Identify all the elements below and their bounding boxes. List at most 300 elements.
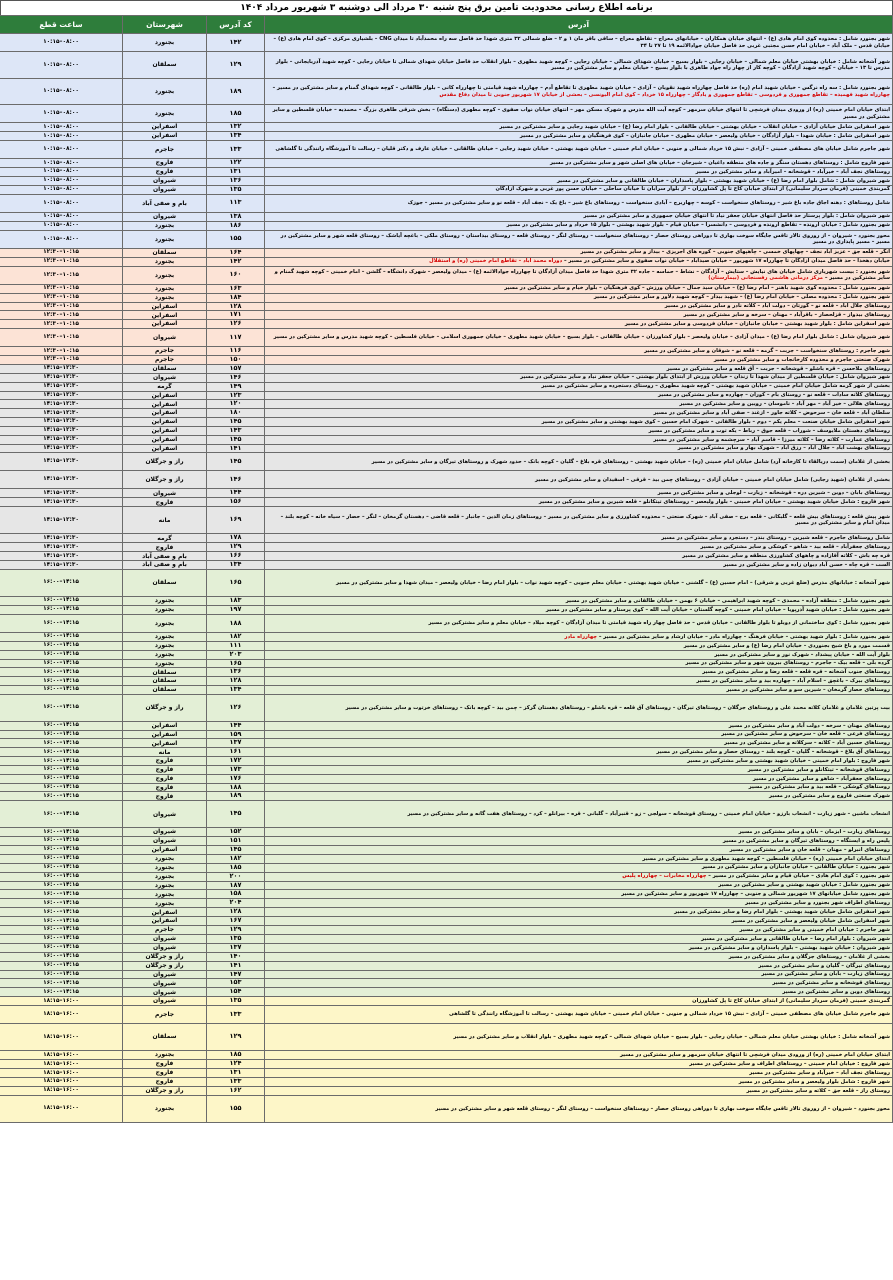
address-text: شهر شیروان شامل : شامل بلوار امام رضا (ع) – میدان آزادی – خیابان ولیعصر – بلوار کشاورزان – خیابان طالقانی – بلوار بسیج – خیابان شهید مطهری – خیابان جمهوری اسلامی – خیابان فلسطین – کوچه شهید مدرس و سایر مشترکین در مسیر — [273, 334, 890, 341]
row-time: ۱۴:۱۵–۱۶:۰۰ — [0, 854, 123, 863]
address-text: شهر اسفراین شامل خیابان صنعت – معلم یکم – دوم – بلوار طالقانی – شهرک امام حسین – کوی شهید بهشتی و سایر مشترکین در مسیر — [541, 418, 890, 425]
row-time: ۰۸:۰۰–۱۰:۱۵ — [0, 212, 123, 221]
row-city: سملقان — [123, 685, 207, 694]
table-row — [0, 159, 893, 168]
row-time: ۰۸:۰۰–۱۰:۱۵ — [0, 52, 123, 79]
row-time: ۱۴:۱۵–۱۶:۰۰ — [0, 872, 123, 881]
address-text: الست – قره چاه – حسن آباد دیوان زاده و سایر مشترکین در مسیر — [723, 561, 890, 568]
row-time: ۰۸:۰۰–۱۰:۱۵ — [0, 141, 123, 159]
row-address: شهر بجنورد شامل : بلوار شهید بهشتی – خیابان فرهنگ – چهارراه مادر – خیابان ارشاد و سایر مشترکین در مسیر – چهارراه مادر — [265, 632, 893, 641]
address-highlight: چهارراه شهید فهمیده – تقاطع جمهوری و فردوسی – تقاطع جمهوری و یادگار – چهارراه ۱۵ خرداد – کوی امام الیونسی – بحشی از خیابان ۱۷ شهریور جنوبی تا میدان دفاع مقدس — [439, 91, 890, 98]
address-highlight: دوراه محمد آباد – تقاطع امام خمینی (ره) و استقلال — [429, 258, 563, 265]
row-address — [265, 757, 893, 766]
row-address — [265, 925, 893, 934]
row-time: ۰۸:۰۰–۱۰:۱۵ — [0, 105, 123, 123]
address-text: بخشی از شهر گرمه شامل خیابان امام خمینی – خیابان شهید بهشتی – کوچه شهید مطهری – روستای دستجرده و سایر مشترکین در مسیر — [541, 383, 890, 390]
row-address — [265, 248, 893, 257]
row-time: ۱۴:۱۵–۱۶:۰۰ — [0, 934, 123, 943]
row-code: ۱۳۱ — [207, 1069, 265, 1078]
row-address — [265, 311, 893, 320]
row-code: ۱۱۶ — [207, 346, 265, 355]
row-city: بجنورد — [123, 34, 207, 52]
row-time: ۱۴:۱۵–۱۶:۰۰ — [0, 685, 123, 694]
row-city: اسفراین — [123, 311, 207, 320]
row-code: ۱۵۸ — [207, 890, 265, 899]
row-code: ۱۸۹ — [207, 79, 265, 105]
row-address — [265, 569, 893, 596]
row-city: سملقان — [123, 1024, 207, 1051]
row-code: ۱۲۹ — [207, 1024, 265, 1051]
table-row — [0, 417, 893, 426]
row-city: بجنورد — [123, 266, 207, 284]
row-address — [265, 1095, 893, 1122]
row-code: ۱۵۴ — [207, 988, 265, 997]
row-code: ۱۸۵ — [207, 863, 265, 872]
row-address — [265, 435, 893, 444]
table-row — [0, 141, 893, 159]
table-row — [0, 453, 893, 471]
row-code: ۱۳۷ — [207, 739, 265, 748]
row-code: ۱۳۳ — [207, 1077, 265, 1086]
address-text: شهر آشخانه شامل : خیابان بهشتی خیابان معلم شمالی – خیابان رجایی – بلوار بسیج – خیابان شهدای شمالی – خیابان رجایی – کوچه شهید مطهری – بلوار انقلاب حد فاصل خیابان شهدای شمالی تا خیابان رجایی – کوچه شهید آذربایجانی – بلوار مدرس تا ۱۳ – خیابان – کوچه شهید آزادگان – کوچه کار از چهار راه جواد طاهری با بلوار بسیج – خیابان معلم و سایر مشترکین در مسیر — [275, 58, 890, 71]
row-city: شیروان — [123, 836, 207, 845]
row-time: ۰۸:۰۰–۱۰:۱۵ — [0, 168, 123, 177]
row-code: ۱۴۲ — [207, 257, 265, 266]
row-address — [265, 507, 893, 534]
table-row — [0, 320, 893, 329]
row-address — [265, 426, 893, 435]
table-row — [0, 284, 893, 293]
table-row — [0, 917, 893, 926]
row-time: ۰۸:۰۰–۱۰:۱۵ — [0, 132, 123, 141]
row-address — [265, 409, 893, 418]
table-row — [0, 346, 893, 355]
address-text: شهر فاروج شامل : روستاهای دهستان سنگر و جاده های منطقه داغیان – شیرجان – خیابان های اصلی شهر و سایر مشترکین در مسیر — [549, 159, 890, 166]
address-highlight: چهارراه مادر — [564, 633, 598, 640]
row-address — [265, 400, 893, 409]
table-row — [0, 569, 893, 596]
address-text: شهر بجنورد شامل : محدوده کوی شهید باهنر – امام رضا (ع) – خیابان سید جمال – خیابان ورزش – کوی فرهنگیان – بلوار خیام و سایر مشترکین در مسیر — [504, 285, 890, 292]
address-text: روستاهای مهنان – سرخه – دولت آباد و سایر مشترکین در مسیر — [728, 722, 890, 729]
row-city: بجنورد — [123, 293, 207, 302]
address-highlight: مرکز درمانی هاشمی رفسنجانی (بیمارستان) — [708, 275, 824, 282]
row-city: گرمه — [123, 534, 207, 543]
row-city: بجنورد — [123, 863, 207, 872]
address-text: روستاهای حصار گرمخان – شیرین سو و سایر مشترکین در مسیر — [726, 686, 890, 693]
row-time: ۱۴:۱۵–۱۶:۰۰ — [0, 899, 123, 908]
row-code: ۱۳۵ — [207, 934, 265, 943]
row-address — [265, 543, 893, 552]
row-city: فاروج — [123, 765, 207, 774]
row-address — [265, 194, 893, 212]
row-time: ۱۲:۳۰–۱۴:۱۵ — [0, 498, 123, 507]
row-time: ۱۶:۰۰–۱۸:۱۵ — [0, 1095, 123, 1122]
row-code: ۱۴۶ — [207, 373, 265, 382]
row-time: ۱۲:۳۰–۱۴:۱۵ — [0, 364, 123, 373]
address-text: ابتدای خیابان امام خمینی (ره) از ورودی میدان فرشچی تا انتهای خیابان سرمهر – کوچه آیت الله مدرس و شهرک مسکن مهر – انتهای خیابان نواب صفوی – کوچه مطهری (دستگاه) – بخش شرقی طاهری بزرگ – محمدیه – خیابان فلسطین و سایر مشترکین در مسیر — [272, 107, 890, 120]
table-row — [0, 1077, 893, 1086]
table-row — [0, 293, 893, 302]
row-city: راز و جرگلان — [123, 471, 207, 489]
row-city: گرمه — [123, 382, 207, 391]
row-city: شیروان — [123, 979, 207, 988]
row-time: ۱۴:۱۵–۱۶:۰۰ — [0, 908, 123, 917]
row-address — [265, 952, 893, 961]
row-address — [265, 176, 893, 185]
row-address — [265, 908, 893, 917]
row-city: اسفراین — [123, 426, 207, 435]
address-text: شهر بجنورد شامل : خیابان شهید آذرپویا – خیابان امام خمینی – کوچه گلستان – خیابان آیت الله – کوی پرستار و سایر مشترکین در مسیر — [545, 606, 890, 613]
row-city: بجنورد — [123, 105, 207, 123]
table-row — [0, 997, 893, 1006]
row-address — [265, 293, 893, 302]
address-text: محور بجنورد – شیروان – از روروی تالار تاقس جایگاه سوخت بهاری تا دوراهی روستای حصار – روستاهای سنخواست – روستای لنگر – روستای قلعه شهر و سایر مشترکین در مسیر — [435, 1105, 890, 1112]
row-city: فاروج — [123, 783, 207, 792]
row-address — [265, 765, 893, 774]
row-time: ۱۶:۰۰–۱۸:۱۵ — [0, 1069, 123, 1078]
row-time: ۱۴:۱۵–۱۶:۰۰ — [0, 721, 123, 730]
table-row — [0, 694, 893, 721]
row-address — [265, 453, 893, 471]
row-address — [265, 659, 893, 668]
row-time: ۱۴:۱۵–۱۶:۰۰ — [0, 659, 123, 668]
row-code: ۱۵۵ — [207, 1095, 265, 1122]
row-address — [265, 721, 893, 730]
row-time: ۱۴:۱۵–۱۶:۰۰ — [0, 979, 123, 988]
table-row — [0, 534, 893, 543]
row-time: ۱۴:۱۵–۱۶:۰۰ — [0, 694, 123, 721]
row-time: ۱۴:۱۵–۱۶:۰۰ — [0, 925, 123, 934]
row-city: فاروج — [123, 1069, 207, 1078]
row-time: ۱۴:۱۵–۱۶:۰۰ — [0, 801, 123, 828]
header-address: آدرس — [265, 16, 893, 34]
address-text: شهر آشخانه شامل : خیابان بهشتی خیابان معلم شمالی – خیابان رجایی – بلوار بسیج – خیابان شهدای شمالی – کوچه شهید مطهری – بلوار انقلاب و سایر مشترکین در مسیر — [453, 1033, 890, 1040]
row-city: اسفراین — [123, 123, 207, 132]
row-address — [265, 730, 893, 739]
address-text: روستاهای آق بلاغ – قوشخانه – گلیان – کوچه بلند – روستای حصار و سایر مشترکین در مسیر — [656, 749, 890, 755]
address-text: شهر آشخانه : خیابانهای مدرس (ضلع غربی و شرقی) – امام حسین (ع) – گلشنی – خیابان شهید بهشتی – خیابان معلم جنوبی – کوچه شهید نواب – بلوار امام رضا – خیابان ولیعصر – میدان شهدا و سایر مشترکین در مسیر — [336, 579, 890, 586]
row-address — [265, 890, 893, 899]
row-time: ۱۲:۳۰–۱۴:۱۵ — [0, 561, 123, 570]
row-code: ۱۶۷ — [207, 917, 265, 926]
row-city: بجنورد — [123, 632, 207, 641]
row-city: شیروان — [123, 185, 207, 194]
row-city: جاجرم — [123, 355, 207, 364]
row-address — [265, 1086, 893, 1095]
row-city: جاجرم — [123, 925, 207, 934]
address-text: شهر شیروان شامل : خیابان فلسطین از میدان شهدا تا زندان – خیابان ورزش از ابتدای بلوار بهشتی – خیابان جعفر نیاد و سایر مشترکین در مسیر — [520, 374, 890, 381]
row-address — [265, 302, 893, 311]
address-text: شهر شیروان شامل : شامل بلوار امام رضا (ع) – خیابان شهید بهشتی – بلوار پاسداران – خیابان طالقانی و سایر مشترکین در مسیر — [556, 177, 890, 184]
row-address — [265, 391, 893, 400]
header-time: ساعت قطع — [0, 16, 123, 34]
table-row — [0, 979, 893, 988]
address-text: بیت پرتین غلامان و غلامان کلاته محمد علی و روستاهای جرگلان – روستاهای تیرگان – روستاهای آق قلعه – قره باشلو – روستاهای دهستان گرکز – چمن بید – کوچه بانک – روستاهای خرتوت و سایر مشترکین در مسیر — [345, 704, 890, 711]
row-time: ۱۶:۰۰–۱۸:۱۵ — [0, 1006, 123, 1024]
table-row — [0, 614, 893, 632]
table-row — [0, 444, 893, 453]
table-row — [0, 185, 893, 194]
row-address — [265, 159, 893, 168]
row-city: بجنورد — [123, 899, 207, 908]
table-row — [0, 426, 893, 435]
row-code: ۲۰۴ — [207, 899, 265, 908]
row-time: ۱۴:۱۵–۱۶:۰۰ — [0, 890, 123, 899]
row-city: فاروج — [123, 792, 207, 801]
address-text: شامل روستاهای : دهنه اجاق جاده باغ شیر – روستاهای سنخواست – کوسه – چهاربرج – آبادی سنخواست – روستاهای باغ شیر – باغ یک – نجف آباد – قلعه نو و سایر مشترکین در مسیر – جوزک — [407, 199, 890, 206]
row-city: فاروج — [123, 774, 207, 783]
table-row — [0, 801, 893, 828]
row-time: ۱۴:۱۵–۱۶:۰۰ — [0, 765, 123, 774]
row-city: سملقان — [123, 52, 207, 79]
address-text: انگر – قلعه جق – عزیز آباد نجف – چهاپهای خمسی – چاهپهای جنوبی – کوره های آجرپزی – بیداز و سایر مشترکین در مسیر — [580, 249, 890, 256]
address-text: روستاهای کلاته سادات – قلعه نو – روستای بام – کوران – چهارده و سایر مشترکین در مسیر — [658, 392, 890, 399]
row-time: ۰۸:۰۰–۱۰:۱۵ — [0, 159, 123, 168]
row-code: ۱۳۴ — [207, 561, 265, 570]
address-text: شهر بجنورد شامل خیابانهای ۱۷ شهریور شمالی و جنوبی – چهارراه ۱۷ شهریور و سایر مشترکین در مسیر — [621, 891, 890, 898]
row-code: ۱۲۶ — [207, 694, 265, 721]
address-text: پلیس راه و ایستگاه – روستاهای تیرگان و سایر مشترکین در مسیر — [722, 837, 890, 844]
address-text: خیابان دهخدا – حد فاصل میدان آزادگان تا چهارراه ۱۷ شهریور – خیابان صیدآباد – خیابان نواب صفوی و سایر مشترکین در مسیر — [568, 258, 890, 265]
row-time: ۱۰:۱۵–۱۲:۳۰ — [0, 293, 123, 302]
row-code: ۱۶۴ — [207, 248, 265, 257]
row-address — [265, 1077, 893, 1086]
row-address — [265, 979, 893, 988]
row-code: ۱۷۲ — [207, 757, 265, 766]
row-address — [265, 694, 893, 721]
row-time: ۱۰:۱۵–۱۲:۳۰ — [0, 248, 123, 257]
row-city: فاروج — [123, 1077, 207, 1086]
row-code: ۱۲۴ — [207, 1060, 265, 1069]
row-code: ۱۵۷ — [207, 364, 265, 373]
row-city: جاجرم — [123, 346, 207, 355]
row-address — [265, 997, 893, 1006]
row-code: ۱۲۳ — [207, 391, 265, 400]
table-row — [0, 52, 893, 79]
table-row — [0, 257, 893, 266]
row-code: ۱۸۶ — [207, 221, 265, 230]
row-city: مانه — [123, 507, 207, 534]
table-row — [0, 123, 893, 132]
row-time: ۱۰:۱۵–۱۲:۳۰ — [0, 346, 123, 355]
table-row — [0, 739, 893, 748]
row-address — [265, 774, 893, 783]
table-row — [0, 489, 893, 498]
row-code: ۱۴۵ — [207, 845, 265, 854]
row-time: ۱۴:۱۵–۱۶:۰۰ — [0, 650, 123, 659]
table-row — [0, 168, 893, 177]
row-code: ۲۰۰ — [207, 872, 265, 881]
row-code: ۱۷۸ — [207, 534, 265, 543]
address-text: روستاهای بیدواز – قزلحصار – باقرآباد – مهنان – سرخه و سایر مشترکین در مسیر — [683, 312, 890, 319]
row-time: ۱۲:۳۰–۱۴:۱۵ — [0, 471, 123, 489]
row-time: ۱۴:۱۵–۱۶:۰۰ — [0, 569, 123, 596]
row-address — [265, 489, 893, 498]
address-text: شهرک صنعتی فاروج و سایر مشترکین در مسیر — [769, 793, 890, 800]
row-time: ۱۰:۱۵–۱۲:۳۰ — [0, 302, 123, 311]
row-code: ۱۴۴ — [207, 489, 265, 498]
table-row — [0, 34, 893, 52]
row-time: ۱۴:۱۵–۱۶:۰۰ — [0, 632, 123, 641]
row-address — [265, 561, 893, 570]
row-time: ۱۶:۰۰–۱۸:۱۵ — [0, 1051, 123, 1060]
row-code: ۱۴۵ — [207, 801, 265, 828]
row-city: شیروان — [123, 943, 207, 952]
row-code: ۱۳۸ — [207, 212, 265, 221]
row-code: ۱۸۵ — [207, 105, 265, 123]
address-text: شهر اسفراین شامل : خیابان شهدا – بلوار آزادگان – خیابان ولیعصر – خیابان مطهری – خیابان جانبازان – کوی فرهنگیان و سایر مشترکین در مسیر — [519, 132, 890, 139]
address-text: گرده بلی – قلعه بیک – جاجرم – روستاهای بیرون شهر و سایر مشترکین در مسیر — [685, 660, 890, 667]
row-address — [265, 221, 893, 230]
address-text: شهر جاجرم : خیابان امام خمینی و سایر مشترکین در مسیر — [739, 926, 890, 933]
address-text: شهر اسفراین شامل خیابان آزادی – خیابان انقلاب – خیابان بهشتی – خیابان طالقانی – بلوار امام رضا (ع) – خیابان شهید رجایی و سایر مشترکین در مسیر — [499, 123, 890, 130]
table-row — [0, 952, 893, 961]
row-address: شهر بجنورد : بیست شهریاری شامل خیابان های نیایش – ستایش – آزادگان – نشاط – حماسه – جاده ۳۲ متری شهدا حد فاصل میدان آزادگان تا چهارراه جوادالائمه (ع) – میدان ولیعصر – شهرک دانشگاه – گلشن – امام خمینی – کوچه شهید گمنام و سایر مشترکین در مسیر – مرکز درمانی هاشمی رفسنجانی (بیمارستان) — [265, 266, 893, 284]
row-code: ۱۸۳ — [207, 596, 265, 605]
row-city: بجنورد — [123, 221, 207, 230]
row-city: بجنورد — [123, 1095, 207, 1122]
row-code: ۱۸۸ — [207, 614, 265, 632]
address-text: روستاهای اطراف شهر بجنورد و سایر مشترکین در مسیر — [745, 900, 890, 907]
table-row — [0, 382, 893, 391]
row-address — [265, 105, 893, 123]
address-text: روستای راز – قلعه جق – کلاته و سایر مشترکین در مسیر — [746, 1087, 890, 1094]
row-city: اسفراین — [123, 845, 207, 854]
row-city: سملقان — [123, 248, 207, 257]
address-text: ابتدای خیابان امام خمینی (ره) – خیابان فلسطین – کوچه شهید مطهری و سایر مشترکین در مسیر — [642, 855, 890, 862]
address-text: روستاهای جلال آباد – قلعه نو – گورتان – دولت آباد – کلاته نادر و سایر مشترکین در مسیر — [664, 303, 890, 310]
row-address — [265, 320, 893, 329]
table-row — [0, 828, 893, 837]
row-address — [265, 970, 893, 979]
table-row — [0, 230, 893, 248]
row-time: ۱۴:۱۵–۱۶:۰۰ — [0, 881, 123, 890]
table-row — [0, 552, 893, 561]
row-address — [265, 328, 893, 346]
address-text: روستاهای دهستان ملایوسف – شوراب – قلعه جوق – رباط – یکه توت و سایر مشترکین در مسیر — [648, 427, 890, 434]
address-text: شهر بجنورد شامل : محدوده کوی امام هادی (ع) – انتهای خیابان همکاران – خیابانهای معراج – تقاطع معراج – ساقی باقر مان ۱ و ۲ – ضلع شمالی ۳۲ متری شهدا حد فاصل سه راه محمدآباد تا میدان CNG – بلشیاری مرکزی – کوی امام هادی (ع) – خیابان قدس – ملک آباد – خیابان امام حسن مجتبی غربی حد فاصل خیابان جوادالائمه ۱۹ تا ۲۷ تا ۳۴ — [273, 36, 890, 49]
row-code: ۱۹۷ — [207, 605, 265, 614]
row-code: ۱۴۳ — [207, 426, 265, 435]
address-text: شهر بجنورد : کوی امام هادی – خیابان قیام و سایر مشترکین در مسیر — [712, 873, 890, 880]
row-city: شیروان — [123, 934, 207, 943]
table-row — [0, 836, 893, 845]
address-text: شهر بجنورد شامل : سه راه نرگس – خیابان شهید امام (ره) حد فاصل چهارراه شهید نقویان – آزادی – خیابان شهید مطهری تا تقاطع آدم – چهارراه شهید قیامتی تا چهارراه کانی – بلوار طالقانی – کوچه شهدای گمنام و سایر مشترکین در مسیر — [277, 85, 890, 92]
address-text: محور بجنورد – شیروان – از روروی تالار تاقس جایگاه سوخت بهاری تا دوراهی روستای حصار – روستاهای سنخواست – روستای لنگر – روستای قلعه – روستای بیداستان – روستای ملکی – باغچه آیاشک – روستای قلعه شهر و سایر مشترکین در مسیر – مسیر پایداری در مسیر — [280, 232, 890, 246]
row-city: اسفراین — [123, 400, 207, 409]
row-address — [265, 881, 893, 890]
address-text: شهر جاجرم شامل خیابان های مصطفی خمینی – آزادی – نبش ۱۵ خرداد شمالی و جنوبی – خیابان امام خمینی – خیابان شهید بهشتی – خیابان شهید رجایی – خیابان طالقانی – خیابان عارف و دکتر قلیان – رسالت تا آموزشگاه رانندگی تا گلشاهی — [275, 146, 890, 153]
row-code: ۱۸۵ — [207, 1051, 265, 1060]
row-time: ۱۴:۱۵–۱۶:۰۰ — [0, 605, 123, 614]
address-text: شهر اسفراین شامل خیابان شهید بهشتی – بلوار امام رضا و سایر مشترکین در مسیر — [674, 908, 890, 915]
row-city: بجنورد — [123, 1051, 207, 1060]
row-address — [265, 185, 893, 194]
row-city: جاجرم — [123, 1006, 207, 1024]
address-text: شهر شیروان شامل : بلوار پرستار حد فاصل انتهای خیابان جعفر نیاد تا انتهای خیابان جمهوری و سایر مشترکین در مسیر — [583, 213, 890, 220]
row-city: اسفراین — [123, 409, 207, 418]
row-city: بجنورد — [123, 641, 207, 650]
row-address — [265, 685, 893, 694]
row-address — [265, 650, 893, 659]
row-city: بجنورد — [123, 659, 207, 668]
address-text: شهر بجنورد شامل : خیابان شهید بهشتی و سایر مشترکین در مسیر — [718, 882, 890, 889]
row-time: ۰۸:۰۰–۱۰:۱۵ — [0, 123, 123, 132]
table-row — [0, 498, 893, 507]
address-text: روستاهای زیارت – ایزمان – بابان و سایر مشترکین در مسیر — [738, 828, 890, 835]
address-text: شهر بجنورد شامل : خیابان ارونده – تقاطع ارونده و فردوسی – دانشسرا – خیابان قیام – بلوار شهید بهشتی – بلوار ۱۵ خرداد و سایر مشترکین در مسیر — [506, 222, 890, 229]
row-time: ۱۴:۱۵–۱۶:۰۰ — [0, 961, 123, 970]
row-city: اسفراین — [123, 435, 207, 444]
row-code: ۱۴۵ — [207, 435, 265, 444]
address-text: روستاهای جنوب آشخانه – قره قلعه – قلعه رضا و سایر مشترکین در مسیر — [702, 669, 890, 676]
row-time: ۱۴:۱۵–۱۶:۰۰ — [0, 739, 123, 748]
row-city: اسفراین — [123, 132, 207, 141]
row-time: ۱۴:۱۵–۱۶:۰۰ — [0, 836, 123, 845]
row-code: ۱۲۸ — [207, 302, 265, 311]
table-row — [0, 79, 893, 105]
row-code: ۱۵۳ — [207, 979, 265, 988]
table-row — [0, 934, 893, 943]
row-code: ۱۴۱ — [207, 961, 265, 970]
address-highlight: چهارراه مخابرات – چهارراه پلیس — [622, 873, 707, 880]
row-code: ۲۰۳ — [207, 650, 265, 659]
row-time: ۱۴:۱۵–۱۶:۰۰ — [0, 970, 123, 979]
row-code: ۱۳۵ — [207, 997, 265, 1006]
row-city: شیروان — [123, 212, 207, 221]
address-text: روستاهای حسین آباد – کلاته – سرکلاته و سایر مشترکین در مسیر — [724, 740, 890, 747]
row-address — [265, 168, 893, 177]
row-time: ۱۲:۳۰–۱۴:۱۵ — [0, 382, 123, 391]
row-city: بام و صفی آباد — [123, 552, 207, 561]
row-code: ۱۷۶ — [207, 774, 265, 783]
row-time: ۰۸:۰۰–۱۰:۱۵ — [0, 221, 123, 230]
row-code: ۱۶۱ — [207, 748, 265, 757]
row-address: شهر بجنورد : کوی امام هادی – خیابان قیام و سایر مشترکین در مسیر – چهارراه مخابرات – چهارراه پلیس — [265, 872, 893, 881]
row-time: ۰۸:۰۰–۱۰:۱۵ — [0, 185, 123, 194]
row-address — [265, 677, 893, 686]
row-code: ۱۳۶ — [207, 176, 265, 185]
row-address — [265, 943, 893, 952]
row-code: ۱۷۱ — [207, 311, 265, 320]
row-time: ۱۰:۱۵–۱۲:۳۰ — [0, 257, 123, 266]
row-code: ۱۲۹ — [207, 543, 265, 552]
table-row — [0, 668, 893, 677]
row-code: ۱۴۲ — [207, 34, 265, 52]
table-row — [0, 105, 893, 123]
row-city: فاروج — [123, 168, 207, 177]
address-text: شهر بجنورد شامل : محدوده مصلی – خیابان امام رضا (ع) – شهید بیدار – کوچه شهید دلاور و سایر مشترکین در مسیر — [593, 294, 890, 301]
row-address — [265, 373, 893, 382]
row-city: راز و جرگلان — [123, 453, 207, 471]
row-city: شیروان — [123, 328, 207, 346]
row-time: ۱۶:۰۰–۱۸:۱۵ — [0, 1060, 123, 1069]
row-code: ۱۴۰ — [207, 952, 265, 961]
row-city: شیروان — [123, 373, 207, 382]
row-time: ۱۴:۱۵–۱۶:۰۰ — [0, 596, 123, 605]
table-row — [0, 311, 893, 320]
row-city: اسفراین — [123, 302, 207, 311]
row-time: ۱۲:۳۰–۱۴:۱۵ — [0, 373, 123, 382]
row-time: ۱۴:۱۵–۱۶:۰۰ — [0, 677, 123, 686]
row-city: اسفراین — [123, 444, 207, 453]
row-code: ۱۴۹ — [207, 382, 265, 391]
address-text: شهر فاروج : خیابان امام خمینی – روستاهای اطراف و سایر مشترکین در مسیر — [689, 1060, 890, 1067]
row-address — [265, 961, 893, 970]
row-city: شیروان — [123, 988, 207, 997]
row-code: ۱۱۷ — [207, 328, 265, 346]
address-text: روستاهای قوشخانه و سایر مشترکین در مسیر — [772, 980, 890, 987]
